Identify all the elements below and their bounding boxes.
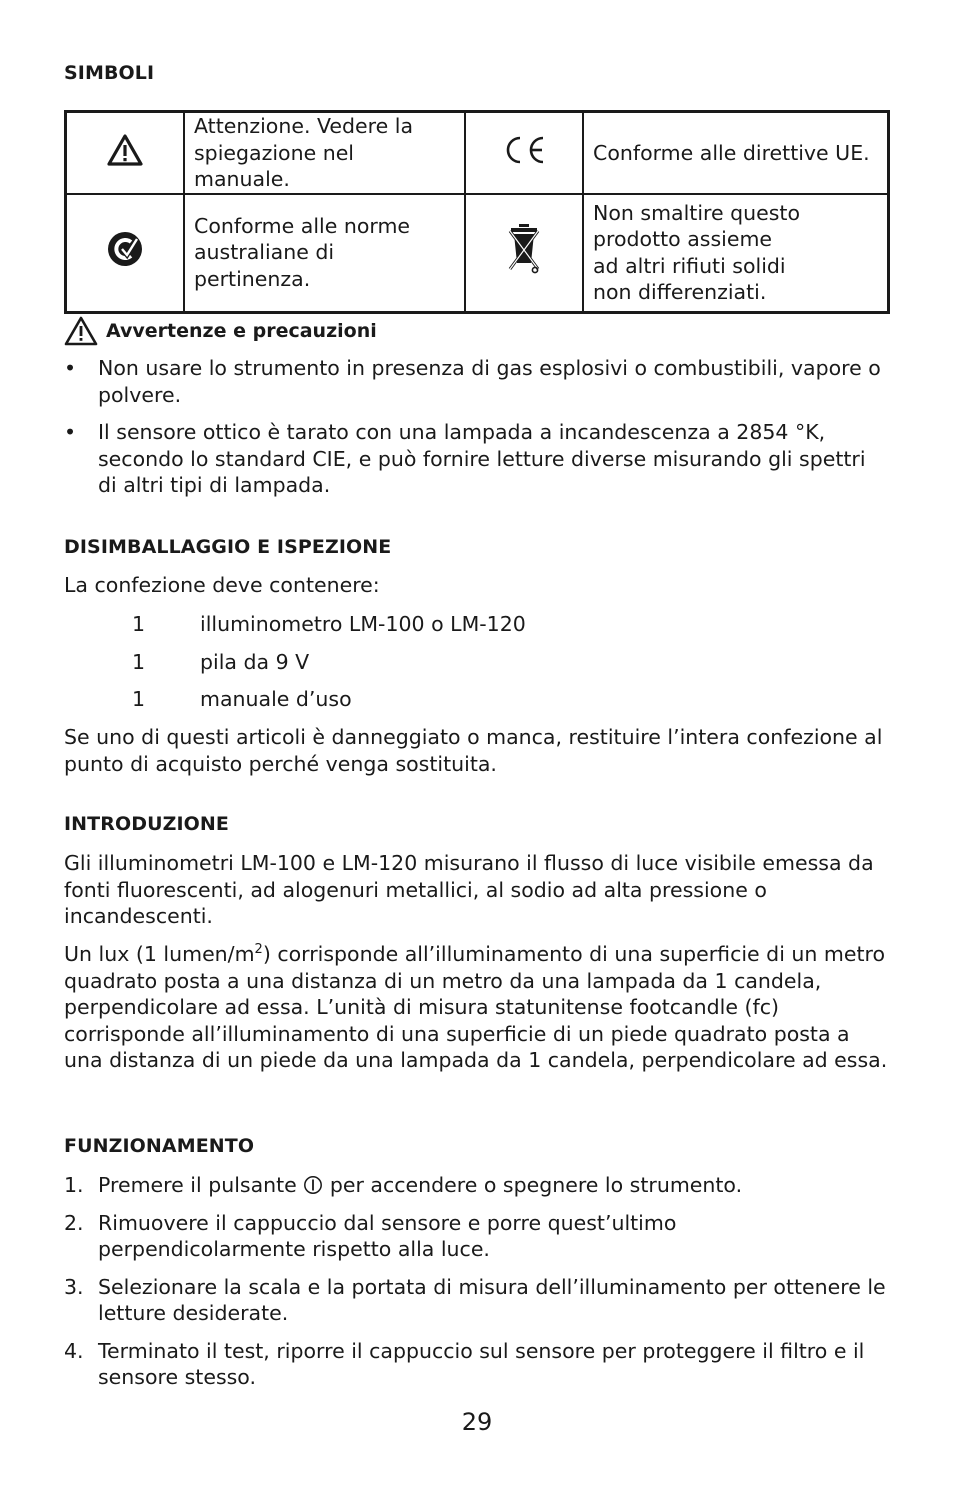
unpacking-note: Se uno di questi articoli è danneggiato o manca, restituire l’intera confezione al punto di acquisto perché venga sostituita. xyxy=(64,725,883,776)
symbol-icon-cell xyxy=(66,194,185,313)
step-text: Terminato il test, riporre il cappuccio sul sensore per proteggere il filtro e il sensore stesso. xyxy=(98,1338,865,1389)
symbol-description-line: ad altri rifiuti solidi xyxy=(593,253,786,278)
package-contents-list xyxy=(132,611,832,724)
c-tick-icon xyxy=(106,230,144,268)
operation-heading: FUNZIONAMENTO xyxy=(64,1135,255,1157)
warnings-list xyxy=(64,355,890,510)
introduction-paragraph: Gli illuminometri LM-100 e LM-120 misurano il flusso di luce visibile emessa da fonti fluorescenti, ad alogenuri metallici, al sodio ad alta pressione o incandescenti. xyxy=(64,851,874,928)
introduction-paragraph xyxy=(64,941,890,1074)
ce-mark-icon xyxy=(501,133,547,167)
symbol-description: Conforme alle norme australiane di pertinenza. xyxy=(184,194,465,313)
page-number: 29 xyxy=(461,1408,493,1436)
symbols-table xyxy=(64,110,890,314)
symbol-icon-cell xyxy=(465,112,583,194)
item-name: manuale d’uso xyxy=(200,687,352,711)
paragraph-text: ) corrisponde all’illuminamento di una superficie di un metro quadrato posta a una distanza di un metro da una lampada da 1 candela, perpendicolare ad essa. L’unità di misura statunitense footcandle (fc) corrisponde all’illuminamento di una superficie di un piede quadrato posta a una distanza di un piede da una lampada da 1 candela, perpendicolare ad essa. xyxy=(64,942,888,1072)
symbol-description: Attenzione. Vedere la spiegazione nel manuale. xyxy=(184,112,465,194)
step-number: 2. xyxy=(64,1210,84,1235)
step-text: Selezionare la scala e la portata di misura dell’illuminamento per ottenere le letture desiderate. xyxy=(98,1274,886,1325)
step-number: 3. xyxy=(64,1274,84,1299)
introduction-heading: INTRODUZIONE xyxy=(64,813,229,835)
list-item-text: Non usare lo strumento in presenza di gas esplosivi o combustibili, vapore o polvere. xyxy=(98,356,881,407)
step-text: Premere il pulsante xyxy=(98,1173,304,1197)
item-name: illuminometro LM-100 o LM-120 xyxy=(200,612,526,636)
operation-steps xyxy=(64,1172,890,1402)
warning-triangle-icon xyxy=(106,133,144,167)
step-number: 1. xyxy=(64,1173,84,1197)
list-item xyxy=(64,1172,890,1199)
list-item-text: Il sensore ottico è tarato con una lampada a incandescenza a 2854 °K, secondo lo standard CIE, e può fornire letture diverse misurando gli spettri di altri tipi di lampada. xyxy=(98,420,866,497)
list-item xyxy=(64,1274,890,1327)
symbol-description xyxy=(583,194,889,313)
symbol-description-line: prodotto assieme xyxy=(593,227,773,251)
symbol-description-line: non differenziati. xyxy=(593,280,767,304)
symbols-row xyxy=(66,194,889,313)
step-text: per accendere o spegnere lo strumento. xyxy=(329,1173,743,1197)
list-item xyxy=(132,611,832,649)
paragraph-text: Un lux (1 lumen/m xyxy=(64,942,255,966)
item-quantity: 1 xyxy=(132,649,146,674)
symbol-description-line: Non smaltire questo xyxy=(593,200,801,225)
step-number: 4. xyxy=(64,1338,84,1363)
symbol-icon-cell xyxy=(66,112,185,194)
symbols-heading: SIMBOLI xyxy=(64,62,155,84)
list-item xyxy=(132,686,832,724)
step-text: Rimuovere il cappuccio dal sensore e porre quest’ultimo perpendicolarmente rispetto alla luce. xyxy=(98,1210,677,1261)
unpacking-heading: DISIMBALLAGGIO E ISPEZIONE xyxy=(64,536,392,558)
power-button-icon xyxy=(303,1175,323,1195)
list-item xyxy=(64,1210,890,1263)
warnings-heading-text: Avvertenze e precauzioni xyxy=(106,320,377,342)
list-item xyxy=(132,649,832,687)
superscript: 2 xyxy=(254,942,263,958)
item-name: pila da 9 V xyxy=(200,649,310,674)
bullet-marker: • xyxy=(64,356,77,380)
symbol-description: Conforme alle direttive UE. xyxy=(583,112,889,194)
list-item xyxy=(64,355,890,408)
crossed-bin-icon xyxy=(507,223,541,275)
warnings-heading xyxy=(64,316,377,346)
list-item xyxy=(64,1338,890,1391)
unpacking-intro: La confezione deve contenere: xyxy=(64,573,380,597)
item-quantity: 1 xyxy=(132,687,146,711)
list-item xyxy=(64,419,890,499)
symbol-icon-cell xyxy=(465,194,583,313)
symbols-row xyxy=(66,112,889,194)
item-quantity: 1 xyxy=(132,612,146,636)
warning-triangle-icon xyxy=(64,316,98,346)
bullet-marker: • xyxy=(64,420,77,444)
